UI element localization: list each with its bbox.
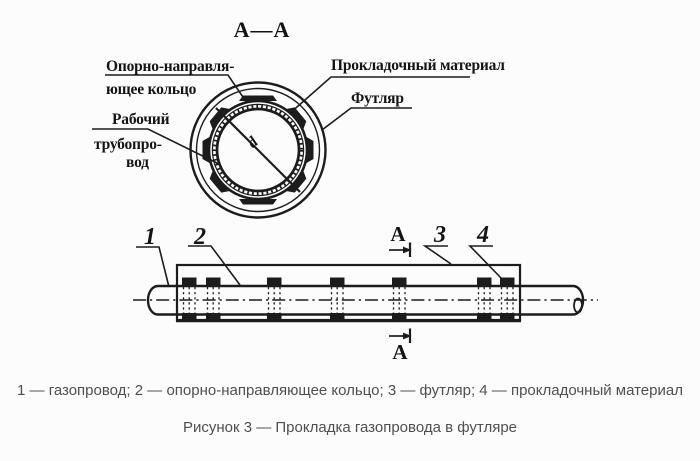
- section-mark-bottom: [389, 329, 412, 365]
- longitudinal-view: [133, 222, 598, 364]
- callout-labels: [136, 222, 502, 287]
- figure-caption: Рисунок 3 — Прокладка газопровода в футляре: [182, 419, 518, 436]
- legend-caption: 1 — газопровод; 2 — опорно-направляющее кольцо; 3 — футляр; 4 — прокладочный материал: [17, 382, 683, 399]
- callout-4-gasket: 4: [477, 222, 489, 248]
- working-pipe-label-line2: трубопро-: [94, 136, 162, 153]
- support-ring-label-line1: Опорно-направля-: [106, 58, 235, 75]
- callout-1-leader: [136, 247, 169, 287]
- callout-2-support-ring: 2: [194, 224, 206, 250]
- working-pipe-label-line3: вод: [126, 154, 149, 171]
- working-pipe-label-line1: Рабочий: [112, 111, 170, 128]
- callout-3-leader: [425, 246, 451, 264]
- callout-4-leader: [470, 246, 502, 279]
- cross-section-view: [191, 83, 326, 218]
- section-mark-top: [389, 222, 412, 257]
- casing-leader: [322, 108, 412, 130]
- casing-label: Футляр: [351, 90, 404, 107]
- callout-1-gas-pipe: 1: [144, 224, 156, 250]
- section-letter-top: А: [390, 222, 406, 246]
- callout-3-casing: 3: [434, 222, 446, 248]
- section-letter-bottom: А: [392, 340, 408, 364]
- section-view-title: А—А: [233, 17, 291, 42]
- gasket-material-label: Прокладочный материал: [331, 57, 505, 74]
- diameter-symbol: d: [244, 133, 262, 152]
- support-ring-label-line2: ющее кольцо: [106, 81, 197, 98]
